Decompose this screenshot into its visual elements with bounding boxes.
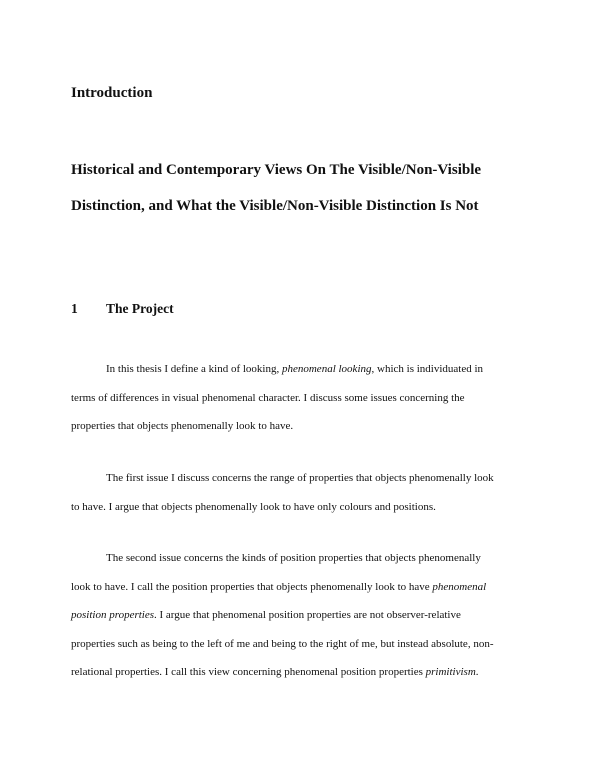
text-run: .	[475, 666, 479, 678]
paragraph-2-line-1: The first issue I discuss concerns the range of properties that objects phenomenally look	[106, 472, 494, 484]
paragraph-3	[71, 550, 531, 693]
text-run: relational properties. I call this view concerning phenomenal position properties	[71, 666, 426, 678]
text-run: , which is individuated in	[371, 363, 484, 375]
section-title: The Project	[106, 301, 174, 316]
text-run: . I argue that phenomenal position properties are not observer-relative	[154, 609, 461, 621]
section-number: 1	[71, 301, 78, 316]
italic-term: phenomenal looking	[281, 363, 372, 375]
paragraph-3-line-1: The second issue concerns the kinds of position properties that objects phenomenally	[106, 552, 481, 564]
italic-term: primitivism	[425, 666, 476, 678]
chapter-subtitle-line-2: Distinction, and What the Visible/Non-Visible Distinction Is Not	[71, 198, 479, 214]
paragraph-1-line-3: properties that objects phenomenally look to have.	[71, 420, 294, 432]
paragraph-3-line-4: properties such as being to the left of me and being to the right of me, but instead absolute, non-	[71, 637, 494, 650]
paragraph-3-line-5	[71, 664, 531, 693]
text-run: In this thesis I define a kind of looking,	[106, 363, 282, 375]
italic-term: position properties	[71, 609, 155, 621]
chapter-title: Introduction	[71, 85, 153, 101]
paragraph-3-line-2	[71, 579, 531, 608]
paragraph-1	[71, 361, 531, 447]
italic-term: phenomenal	[432, 580, 487, 593]
paragraph-3-line-3	[71, 607, 531, 636]
paragraph-2	[71, 470, 531, 527]
text-run: look to have. I call the position properties that objects phenomenally look to have	[71, 580, 433, 593]
paragraph-1-line-1	[71, 361, 531, 390]
chapter-subtitle-line-1: Historical and Contemporary Views On The Visible/Non-Visible	[71, 162, 482, 178]
paragraph-1-line-2: terms of differences in visual phenomenal character. I discuss some issues concerning the	[71, 391, 465, 404]
paragraph-2-line-2: to have. I argue that objects phenomenally look to have only colours and positions.	[71, 500, 436, 513]
